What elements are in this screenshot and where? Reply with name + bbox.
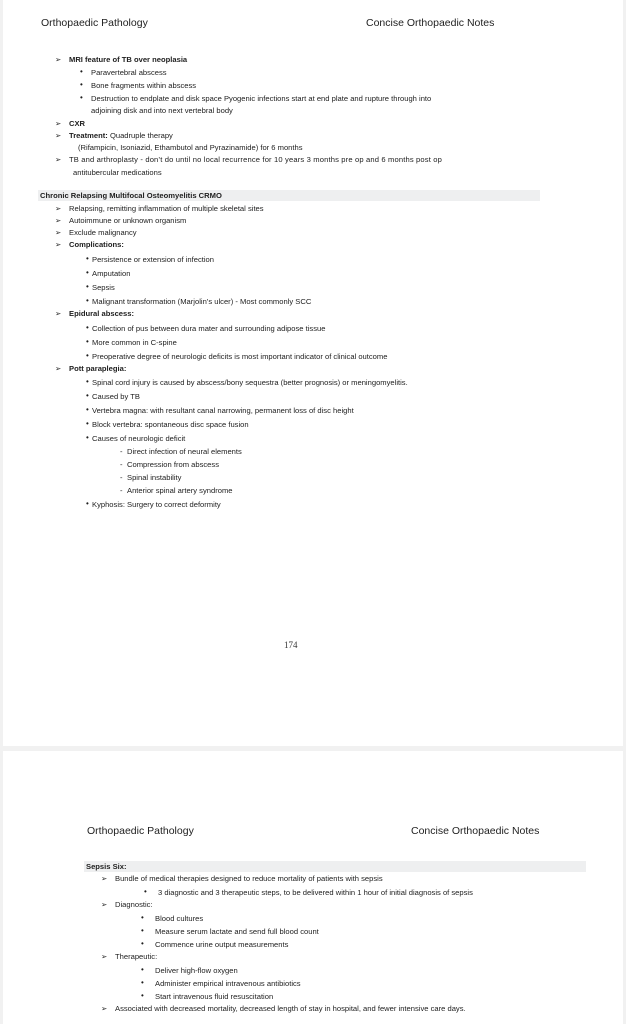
bullet-icon: • bbox=[141, 926, 144, 935]
list-subitem: Blood cultures bbox=[155, 914, 204, 923]
running-header-left: Orthopaedic Pathology bbox=[41, 17, 148, 29]
bullet-icon: • bbox=[86, 499, 89, 508]
arrow-bullet-icon: ➢ bbox=[101, 1004, 108, 1013]
list-item: Preoperative degree of neurologic deficits is most important indicator of clinical outcome bbox=[92, 352, 388, 361]
section-heading-shade bbox=[84, 861, 586, 872]
list-subitem: Administer empirical intravenous antibiotics bbox=[155, 979, 301, 988]
list-item: More common in C-spine bbox=[92, 338, 177, 347]
bullet-icon: • bbox=[86, 323, 89, 332]
list-item: Causes of neurologic deficit bbox=[92, 434, 186, 443]
treatment-line bbox=[69, 131, 173, 140]
bullet-icon: • bbox=[141, 939, 144, 948]
treatment-label: Treatment: bbox=[69, 131, 108, 140]
arrow-bullet-icon: ➢ bbox=[55, 119, 62, 128]
list-item: Collection of pus between dura mater and surrounding adipose tissue bbox=[92, 324, 326, 333]
list-item-continuation: adjoining disk and into next vertebral body bbox=[91, 106, 233, 115]
arrow-bullet-icon: ➢ bbox=[55, 364, 62, 373]
arthroplasty-line: TB and arthroplasty - don’t do until no local recurrence for 10 years 3 months pre op and 6 months post op bbox=[69, 155, 443, 164]
list-subitem: Compression from abscess bbox=[127, 460, 220, 469]
bullet-icon: • bbox=[86, 391, 89, 400]
arrow-bullet-icon: ➢ bbox=[55, 204, 62, 213]
dash-icon: - bbox=[120, 473, 123, 482]
list-subitem: Anterior spinal artery syndrome bbox=[127, 486, 233, 495]
arrow-bullet-icon: ➢ bbox=[101, 952, 108, 961]
list-item: Autoimmune or unknown organism bbox=[69, 216, 187, 225]
list-item: Kyphosis: Surgery to correct deformity bbox=[92, 500, 221, 509]
list-item: Destruction to endplate and disk space Pyogenic infections start at end plate and rupture through into bbox=[91, 94, 432, 103]
list-item: Exclude malignancy bbox=[69, 228, 137, 237]
arrow-bullet-icon: ➢ bbox=[55, 309, 62, 318]
list-item: Block vertebra: spontaneous disc space fusion bbox=[92, 420, 249, 429]
bullet-icon: • bbox=[86, 254, 89, 263]
complications-heading: Complications: bbox=[69, 240, 124, 249]
list-item: Amputation bbox=[92, 269, 131, 278]
list-item: Relapsing, remitting inflammation of multiple skeletal sites bbox=[69, 204, 264, 213]
list-item: Malignant transformation (Marjolin’s ulcer) - Most commonly SCC bbox=[92, 297, 312, 306]
bullet-icon: • bbox=[86, 296, 89, 305]
bullet-icon: • bbox=[86, 282, 89, 291]
page-number: 174 bbox=[284, 640, 298, 650]
bullet-icon: • bbox=[80, 80, 83, 89]
document-page-1 bbox=[3, 0, 623, 746]
bullet-icon: • bbox=[141, 978, 144, 987]
dash-icon: - bbox=[120, 460, 123, 469]
dash-icon: - bbox=[120, 486, 123, 495]
list-item: Spinal cord injury is caused by abscess/bony sequestra (better prognosis) or meningomyelitis. bbox=[92, 378, 408, 387]
bullet-icon: • bbox=[86, 405, 89, 414]
list-item: Bone fragments within abscess bbox=[91, 81, 197, 90]
bullet-icon: • bbox=[141, 991, 144, 1000]
epidural-heading: Epidural abscess: bbox=[69, 309, 134, 318]
bullet-icon: • bbox=[86, 377, 89, 386]
arrow-bullet-icon: ➢ bbox=[55, 216, 62, 225]
diagnostic-heading: Diagnostic: bbox=[115, 900, 153, 909]
bullet-icon: • bbox=[141, 965, 144, 974]
bullet-icon: • bbox=[141, 913, 144, 922]
bullet-icon: • bbox=[86, 433, 89, 442]
mri-heading: MRI feature of TB over neoplasia bbox=[69, 55, 188, 64]
treatment-text: Quadruple therapy bbox=[107, 131, 173, 140]
bullet-icon: • bbox=[80, 67, 83, 76]
dash-icon: - bbox=[120, 447, 123, 456]
arrow-bullet-icon: ➢ bbox=[55, 240, 62, 249]
running-header-right: Concise Orthopaedic Notes bbox=[411, 825, 540, 837]
list-subitem: Commence urine output measurements bbox=[155, 940, 289, 949]
cxr-heading: CXR bbox=[69, 119, 86, 128]
list-subitem: Measure serum lactate and send full blood count bbox=[155, 927, 319, 936]
running-header-left: Orthopaedic Pathology bbox=[87, 825, 194, 837]
arrow-bullet-icon: ➢ bbox=[55, 228, 62, 237]
bullet-icon: • bbox=[86, 268, 89, 277]
therapeutic-heading: Therapeutic: bbox=[115, 952, 158, 961]
arrow-bullet-icon: ➢ bbox=[55, 131, 62, 140]
arrow-bullet-icon: ➢ bbox=[55, 155, 62, 164]
bullet-icon: • bbox=[86, 419, 89, 428]
list-item: Associated with decreased mortality, decreased length of stay in hospital, and fewer intensive care days. bbox=[115, 1004, 466, 1013]
list-item: Vertebra magna: with resultant canal narrowing, permanent loss of disc height bbox=[92, 406, 354, 415]
list-subitem: Direct infection of neural elements bbox=[127, 447, 242, 456]
bullet-icon: • bbox=[144, 887, 147, 896]
arthroplasty-line-2: antitubercular medications bbox=[73, 168, 162, 177]
bullet-icon: • bbox=[86, 337, 89, 346]
list-item: Bundle of medical therapies designed to reduce mortality of patients with sepsis bbox=[115, 874, 383, 883]
list-subitem: Spinal instability bbox=[127, 473, 182, 482]
sepsis-heading: Sepsis Six: bbox=[86, 862, 127, 871]
bullet-icon: • bbox=[86, 351, 89, 360]
bullet-icon: • bbox=[80, 93, 83, 102]
pott-heading: Pott paraplegia: bbox=[69, 364, 127, 373]
list-subitem: Start intravenous fluid resuscitation bbox=[155, 992, 274, 1001]
list-subitem: 3 diagnostic and 3 therapeutic steps, to be delivered within 1 hour of initial diagnosis of sepsis bbox=[158, 888, 473, 897]
crmo-heading: Chronic Relapsing Multifocal Osteomyelitis CRMO bbox=[40, 191, 222, 200]
list-subitem: Deliver high-flow oxygen bbox=[155, 966, 238, 975]
document-page-2 bbox=[3, 751, 623, 1024]
arrow-bullet-icon: ➢ bbox=[55, 55, 62, 64]
list-item: Caused by TB bbox=[92, 392, 140, 401]
running-header-right: Concise Orthopaedic Notes bbox=[366, 17, 495, 29]
list-item: Persistence or extension of infection bbox=[92, 255, 214, 264]
arrow-bullet-icon: ➢ bbox=[101, 900, 108, 909]
treatment-detail: (Rifampicin, Isoniazid, Ethambutol and Pyrazinamide) for 6 months bbox=[78, 143, 303, 152]
arrow-bullet-icon: ➢ bbox=[101, 874, 108, 883]
list-item: Sepsis bbox=[92, 283, 115, 292]
list-item: Paravertebral abscess bbox=[91, 68, 167, 77]
